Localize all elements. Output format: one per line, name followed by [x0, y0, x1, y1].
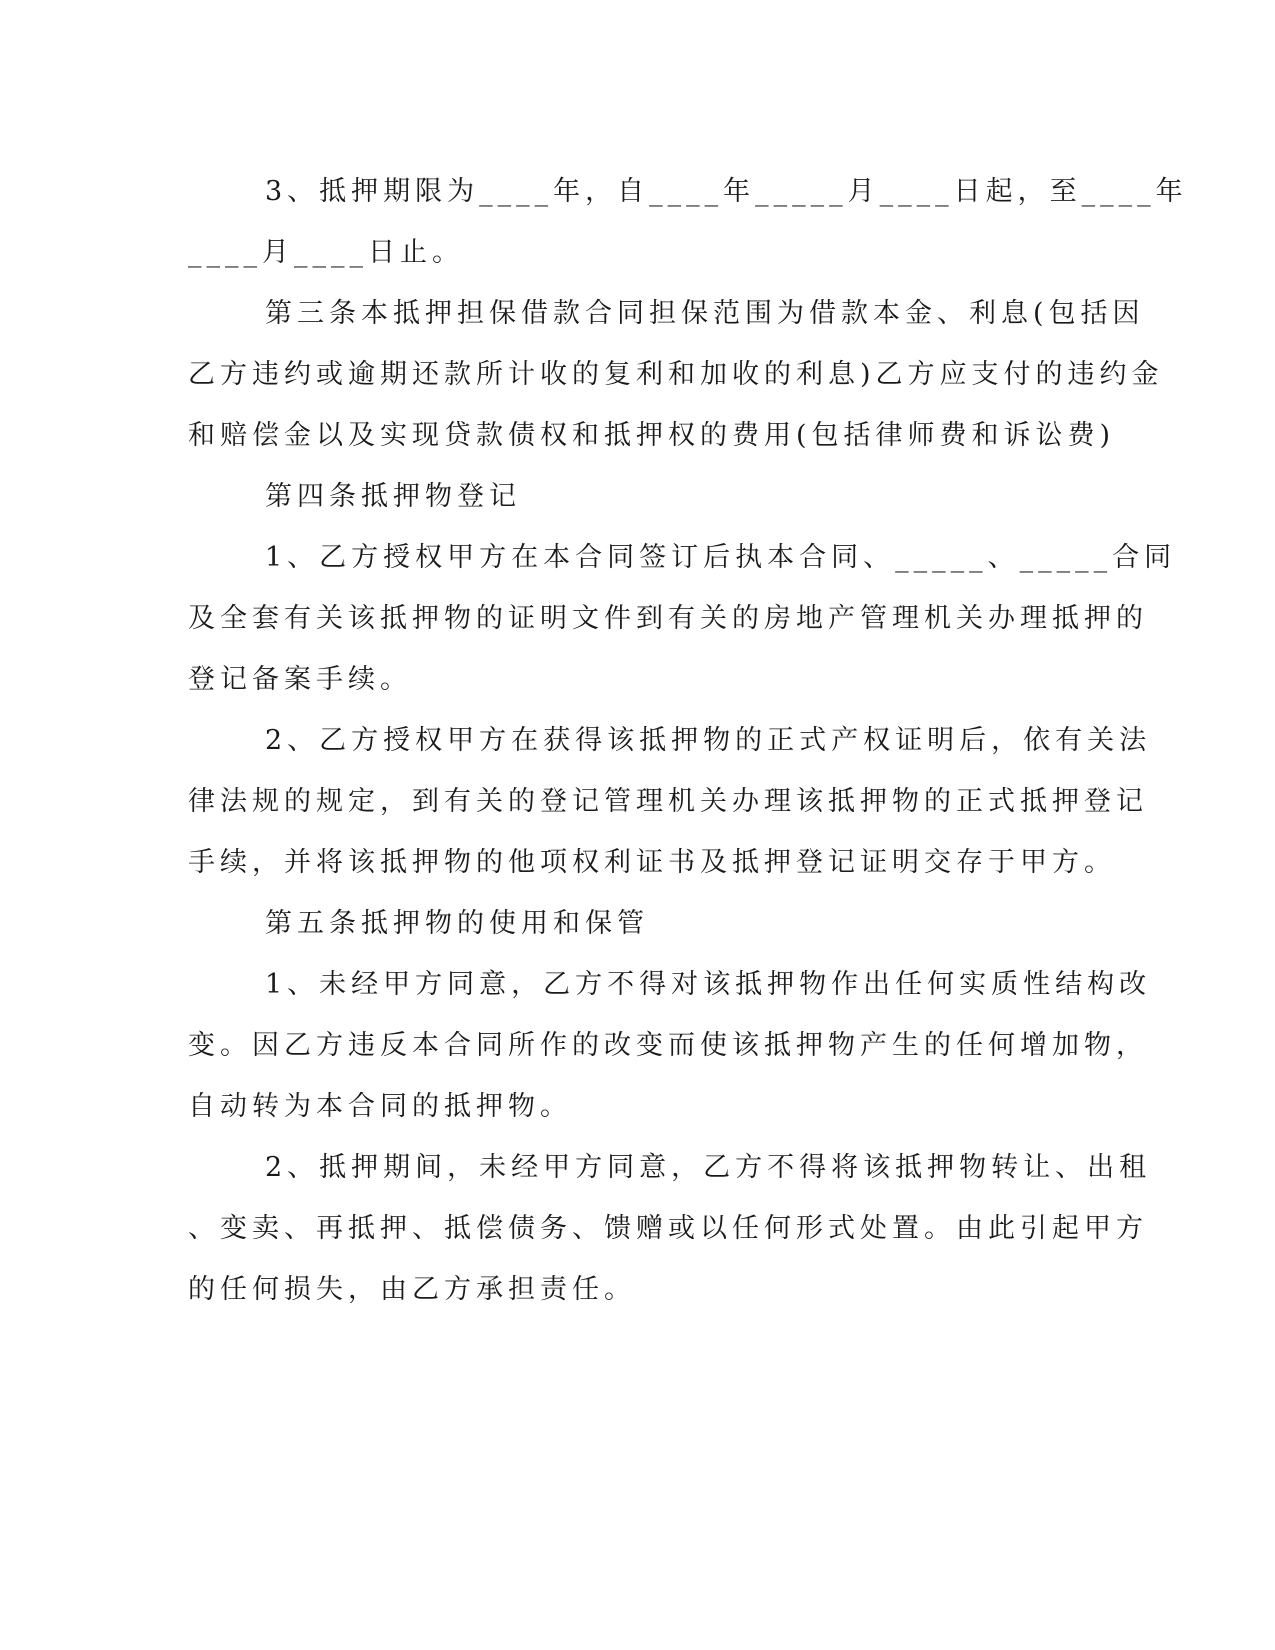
text-line: 第五条抵押物的使用和保管: [265, 908, 649, 939]
text-line: ____月____日止。: [188, 237, 464, 268]
paragraph-clause-5-2: [188, 1137, 1152, 1320]
text-line: 第三条本抵押担保借款合同担保范围为借款本金、利息(包括因: [265, 298, 1145, 329]
text-line: 3、抵押期限为____年，自____年_____月____日起，至____年: [265, 176, 1188, 207]
text-line: 手续，并将该抵押物的他项权利证书及抵押登记证明交存于甲方。: [188, 847, 1116, 878]
text-line: 登记备案手续。: [188, 664, 412, 695]
text-line: 自动转为本合同的抵押物。: [188, 1091, 572, 1122]
text-line: 2、抵押期间，未经甲方同意，乙方不得将该抵押物转让、出租: [265, 1152, 1152, 1183]
paragraph-clause-5-1: [188, 954, 1152, 1137]
text-line: 的任何损失，由乙方承担责任。: [188, 1274, 636, 1305]
contract-body: [188, 161, 1188, 1320]
text-line: 和赔偿金以及实现贷款债权和抵押权的费用(包括律师费和诉讼费): [188, 420, 1116, 451]
heading-article-4: [188, 466, 1072, 527]
text-line: 1、乙方授权甲方在本合同签订后执本合同、_____、_____合同: [265, 542, 1177, 573]
text-line: 律法规的规定，到有关的登记管理机关办理该抵押物的正式抵押登记: [188, 786, 1148, 817]
paragraph-clause-4-2: [188, 710, 1152, 893]
text-line: 2、乙方授权甲方在获得该抵押物的正式产权证明后，依有关法: [265, 725, 1152, 756]
text-line: 第四条抵押物登记: [265, 481, 521, 512]
text-line: 、变卖、再抵押、抵偿债务、馈赠或以任何形式处置。由此引起甲方: [188, 1213, 1148, 1244]
heading-article-5: [188, 893, 1072, 954]
text-line: 1、未经甲方同意，乙方不得对该抵押物作出任何实质性结构改: [265, 969, 1152, 1000]
paragraph-article-3: [188, 283, 1164, 466]
paragraph-clause-3-3: [188, 161, 1188, 283]
paragraph-clause-4-1: [188, 527, 1177, 710]
text-line: 及全套有关该抵押物的证明文件到有关的房地产管理机关办理抵押的: [188, 603, 1148, 634]
text-line: 乙方违约或逾期还款所计收的复利和加收的利息)乙方应支付的违约金: [188, 359, 1164, 390]
text-line: 变。因乙方违反本合同所作的改变而使该抵押物产生的任何增加物，: [188, 1030, 1148, 1061]
